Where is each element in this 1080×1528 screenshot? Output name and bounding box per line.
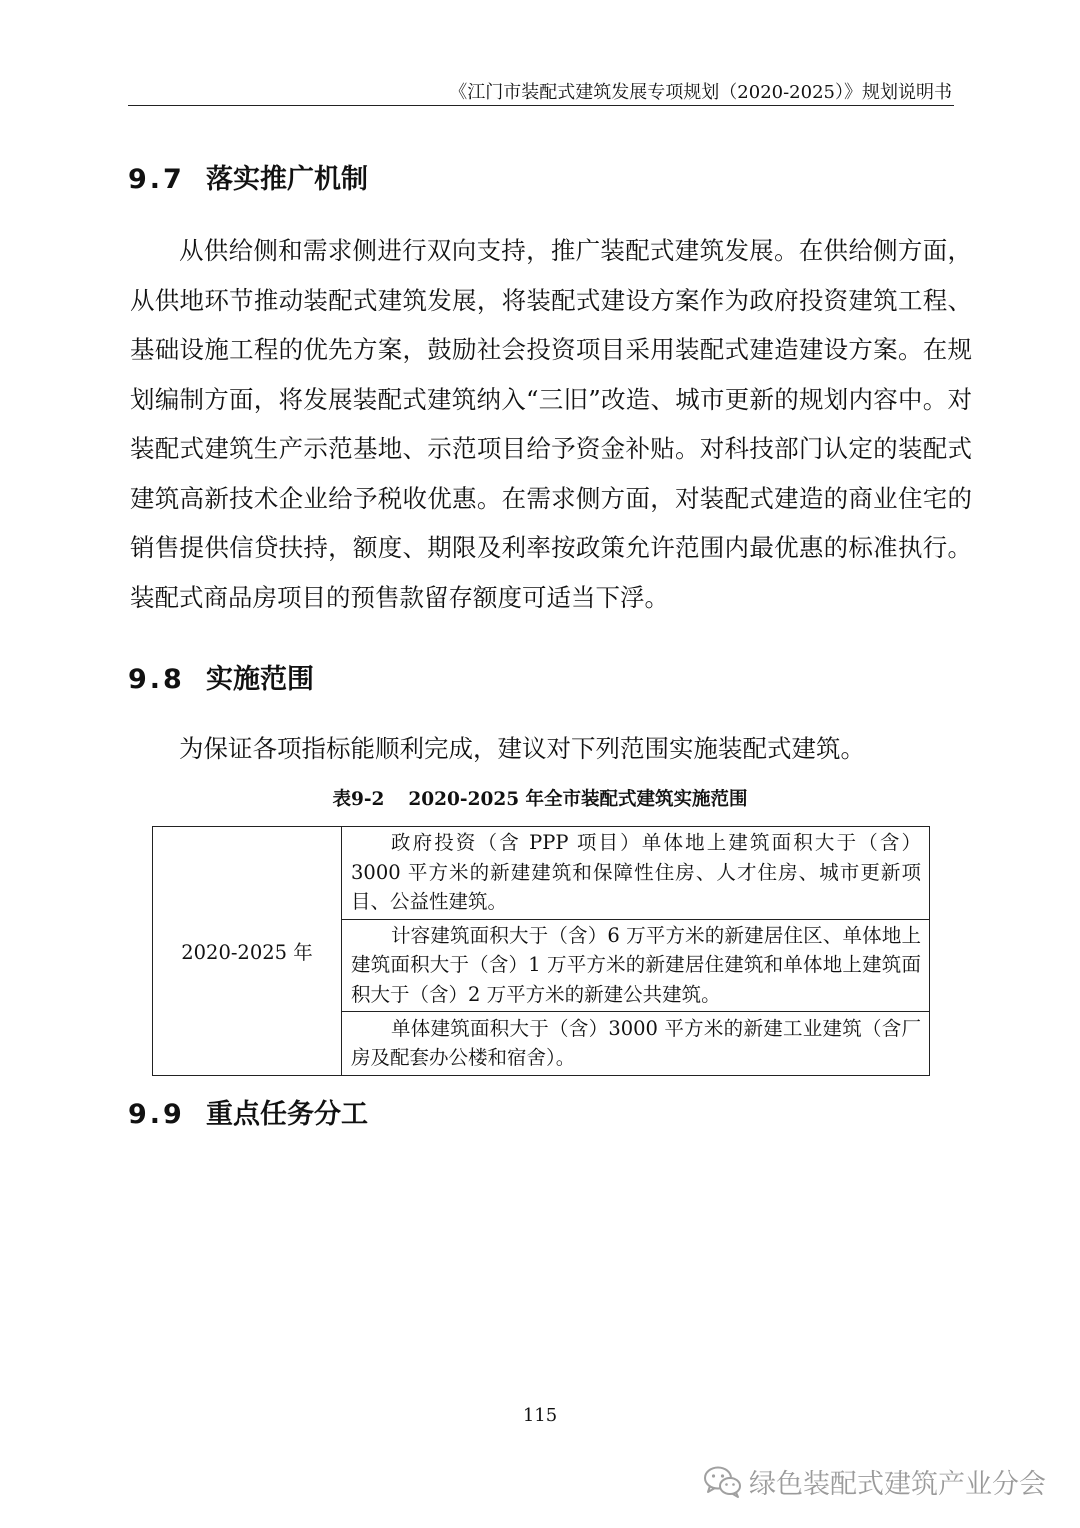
section-title: 落实推广机制 [206, 164, 368, 195]
implementation-scope-table [152, 826, 930, 1076]
table-caption-label: 表9-2 [332, 789, 385, 810]
scope-cell: 计容建筑面积大于（含）6 万平方米的新建居住区、单体地上建筑面积大于（含）1 万平方米的新建居住建筑和单体地上建筑面积大于（含）2 万平方米的新建公共建筑。 [342, 919, 930, 1012]
section-number: 9.8 [128, 664, 185, 695]
section-title: 实施范围 [206, 664, 314, 695]
period-cell: 2020-2025 年 [153, 827, 342, 1076]
wechat-icon [703, 1465, 743, 1499]
section-9-8-paragraph: 为保证各项指标能顺利完成，建议对下列范围实施装配式建筑。 [179, 734, 865, 763]
header-divider [128, 105, 954, 106]
document-header: 《江门市装配式建筑发展专项规划（2020-2025）》规划说明书 [449, 82, 952, 103]
section-heading-9-9 [128, 1092, 368, 1131]
section-title: 重点任务分工 [206, 1099, 368, 1130]
table-caption-title: 2020-2025 年全市装配式建筑实施范围 [408, 789, 748, 810]
scope-cell: 政府投资（含 PPP 项目）单体地上建筑面积大于（含）3000 平方米的新建建筑和保障性住房、人才住房、城市更新项目、公益性建筑。 [342, 827, 930, 920]
table-row [153, 827, 930, 920]
section-number: 9.9 [128, 1099, 185, 1130]
section-heading-9-8 [128, 657, 314, 696]
scope-cell: 单体建筑面积大于（含）3000 平方米的新建工业建筑（含厂房及配套办公楼和宿舍）。 [342, 1012, 930, 1076]
table-caption [0, 785, 1080, 811]
page-number: 115 [522, 1405, 558, 1426]
section-9-7-paragraph: 从供给侧和需求侧进行双向支持，推广装配式建筑发展。在供给侧方面，从供地环节推动装配式建筑发展，将装配式建设方案作为政府投资建筑工程、基础设施工程的优先方案，鼓励社会投资项目采用装配式建造建设方案。在规划编制方面，将发展装配式建筑纳入“三旧”改造、城市更新的规划内容中。对装配式建筑生产示范基地、示范项目给予资金补贴。对科技部门认定的装配式建筑高新技术企业给予税收优惠。在需求侧方面，对装配式建造的商业住宅的销售提供信贷扶持，额度、期限及利率按政策允许范围内最优惠的标准执行。装配式商品房项目的预售款留存额度可适当下浮。 [130, 236, 972, 612]
section-heading-9-7 [128, 157, 368, 196]
watermark-text: 绿色装配式建筑产业分会 [749, 1469, 1046, 1500]
watermark [703, 1462, 1046, 1501]
section-number: 9.7 [128, 164, 185, 195]
